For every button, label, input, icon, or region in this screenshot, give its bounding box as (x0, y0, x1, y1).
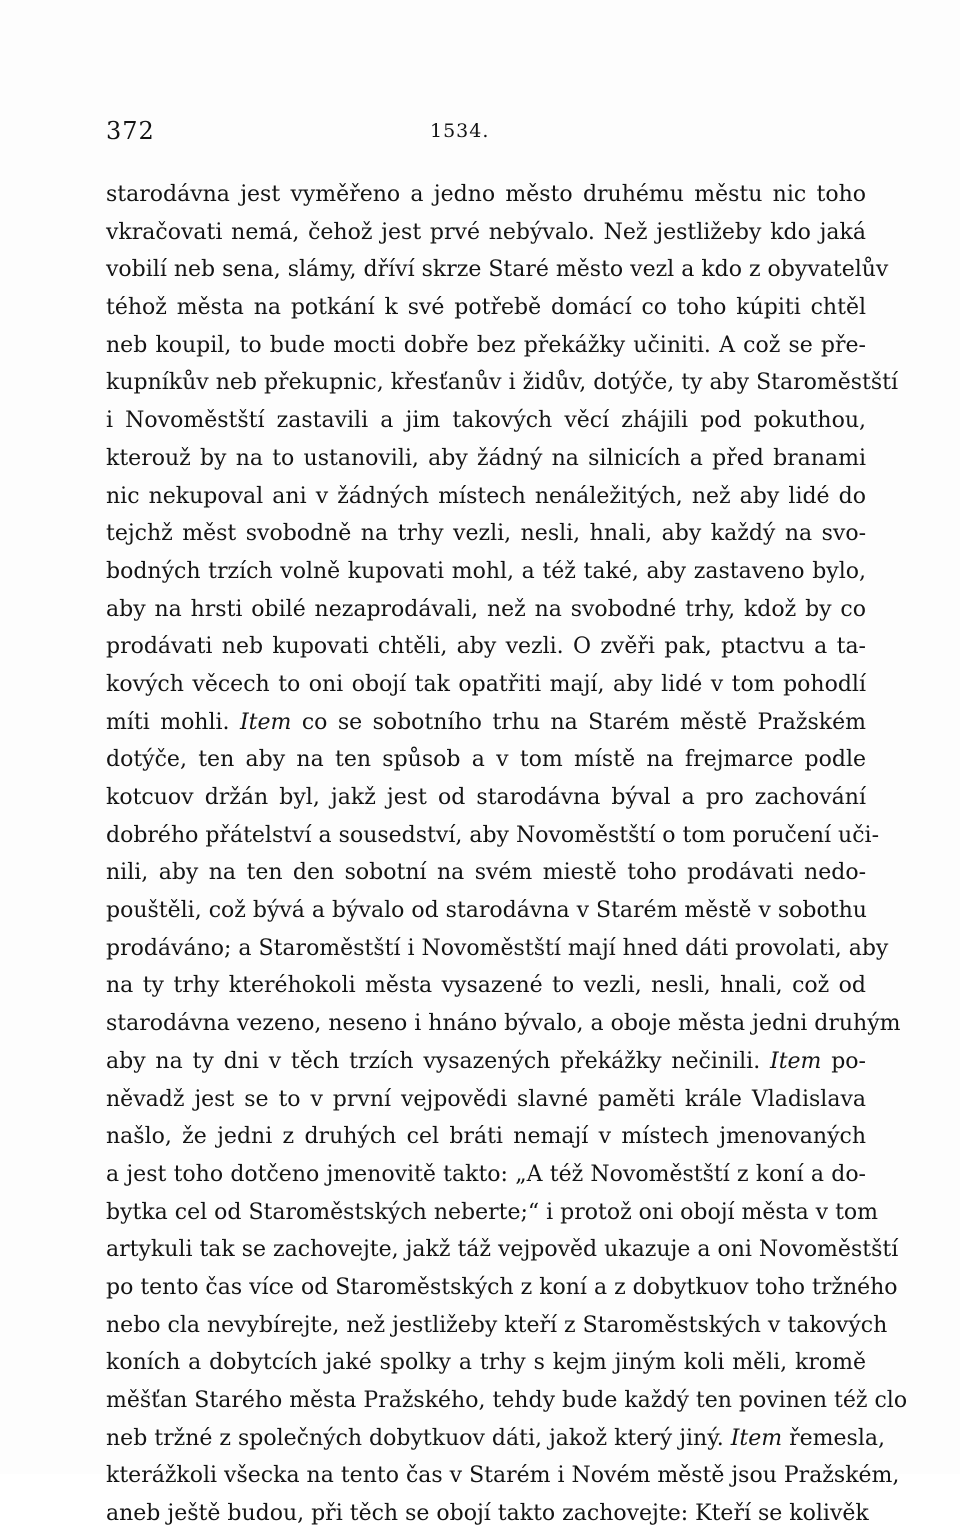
italic-word: Item (770, 1048, 822, 1074)
text-segment: aby na ty dni v těch trzích vysazených překážky nečinili. (106, 1048, 770, 1074)
page-number: 372 (106, 117, 155, 145)
text-line: artykuli tak se zachovejte, jakž táž vejpověd ukazuje a oni Novoměstští (106, 1237, 899, 1263)
text-segment: řemesla, (782, 1425, 885, 1451)
text-line: něvadž jest se to v první vejpovědi slavné paměti krále Vladislava (106, 1086, 866, 1112)
text-line: kotcuov držán byl, jakž jest od starodávna býval a pro zachování (106, 785, 866, 810)
text-line: i Novoměstští zastavili a jim takových věcí zhájili pod pokuthou, (106, 408, 866, 434)
text-line: nic nekupoval ani v žádných místech nenáležitých, než aby lidé do (106, 483, 866, 509)
text-line: kupníkův neb překupnic, křesťanův i židův, dotýče, ty aby Staroměstští (106, 370, 899, 396)
text-line (106, 1043, 866, 1081)
text-line: po tento čas více od Staroměstských z koní a z dobytkuov toho tržného (106, 1274, 898, 1300)
italic-word: Item (239, 709, 292, 735)
text-line: starodávna jest vyměřeno a jedno město druhému městu nic toho (106, 182, 866, 207)
text-line: nebo cla nevybírejte, než jestližeby kteří z Staroměstských v takových (106, 1312, 888, 1338)
text-segment: co se sobotního trhu na Starém městě Pražském (291, 709, 866, 735)
text-line: našlo, že jedni z druhých cel bráti nemají v místech jmenovaných (106, 1124, 866, 1150)
text-segment: po- (821, 1048, 866, 1074)
text-line: dobrého přátelství a sousedství, aby Novoměstští o tom poručení uči- (106, 822, 879, 848)
text-line: kterážkoli všecka na tento čas v Starém i Novém městě jsou Pražském, (106, 1463, 900, 1489)
text-segment: míti mohli. (106, 709, 240, 735)
text-line: neb koupil, to bude mocti dobře bez překážky učiniti. A což se pře- (106, 332, 866, 358)
text-line: a jest toho dotčeno jmenovitě takto: „A též Novoměstští z koní a do- (106, 1161, 866, 1187)
page-header (106, 117, 866, 147)
text-line (106, 704, 866, 742)
text-line: kových věcech to oni obojí tak opatřiti mají, aby lidé v tom pohodlí (106, 671, 866, 697)
text-line (106, 1420, 885, 1458)
text-line: bodných trzích volně kupovati mohl, a též také, aby zastaveno bylo, (106, 558, 866, 584)
text-line: měšťan Starého města Pražského, tehdy bude každý ten povinen též clo (106, 1388, 908, 1413)
text-line: prodáváno; a Staroměstští i Novoměstští mají hned dáti provolati, aby (106, 935, 889, 961)
running-head-year: 1534. (430, 120, 490, 142)
text-line: na ty trhy kteréhokoli města vysazené to vezli, nesli, hnali, což od (106, 973, 866, 999)
text-line: koních a dobytcích jaké spolky a trhy s kejm jiným koli měli, kromě (106, 1350, 866, 1376)
body-text (106, 176, 908, 1533)
italic-word: Item (730, 1425, 783, 1451)
text-line: pouštěli, což bývá a bývalo od starodávna v Starém městě v sobothu (106, 898, 867, 924)
text-line: prodávati neb kupovati chtěli, aby vezli. O zvěři pak, ptactvu a ta- (106, 634, 866, 660)
text-line: nili, aby na ten den sobotní na svém miestě toho prodávati nedo- (106, 860, 866, 886)
text-line: vobilí neb sena, slámy, dříví skrze Staré město vezl a kdo z obyvatelův (106, 257, 889, 283)
text-line: kterouž by na to ustanovili, aby žádný na silnicích a před branami (106, 445, 866, 471)
text-line: starodávna vezeno, neseno i hnáno bývalo, a oboje města jedni druhým (106, 1011, 901, 1037)
text-line: dotýče, ten aby na ten spůsob a v tom místě na frejmarce podle (106, 747, 866, 773)
text-line: tejchž měst svobodně na trhy vezli, nesli, hnali, aby každý na svo- (106, 521, 866, 547)
text-line: aby na hrsti obilé nezaprodávali, než na svobodné trhy, kdož by co (106, 596, 866, 622)
text-line: bytka cel od Staroměstských neberte;“ i protož oni obojí města v tom (106, 1199, 879, 1225)
text-segment: neb tržné z společných dobytkuov dáti, jakož který jiný. (106, 1425, 731, 1451)
text-line: téhož města na potkání k své potřebě domácí co toho kúpiti chtěl (106, 295, 866, 321)
text-line: vkračovati nemá, čehož jest prvé nebývalo. Než jestližeby kdo jaká (106, 219, 866, 245)
text-line: aneb ještě budou, při těch se obojí takto zachovejte: Kteří se kolivěk (106, 1501, 869, 1527)
